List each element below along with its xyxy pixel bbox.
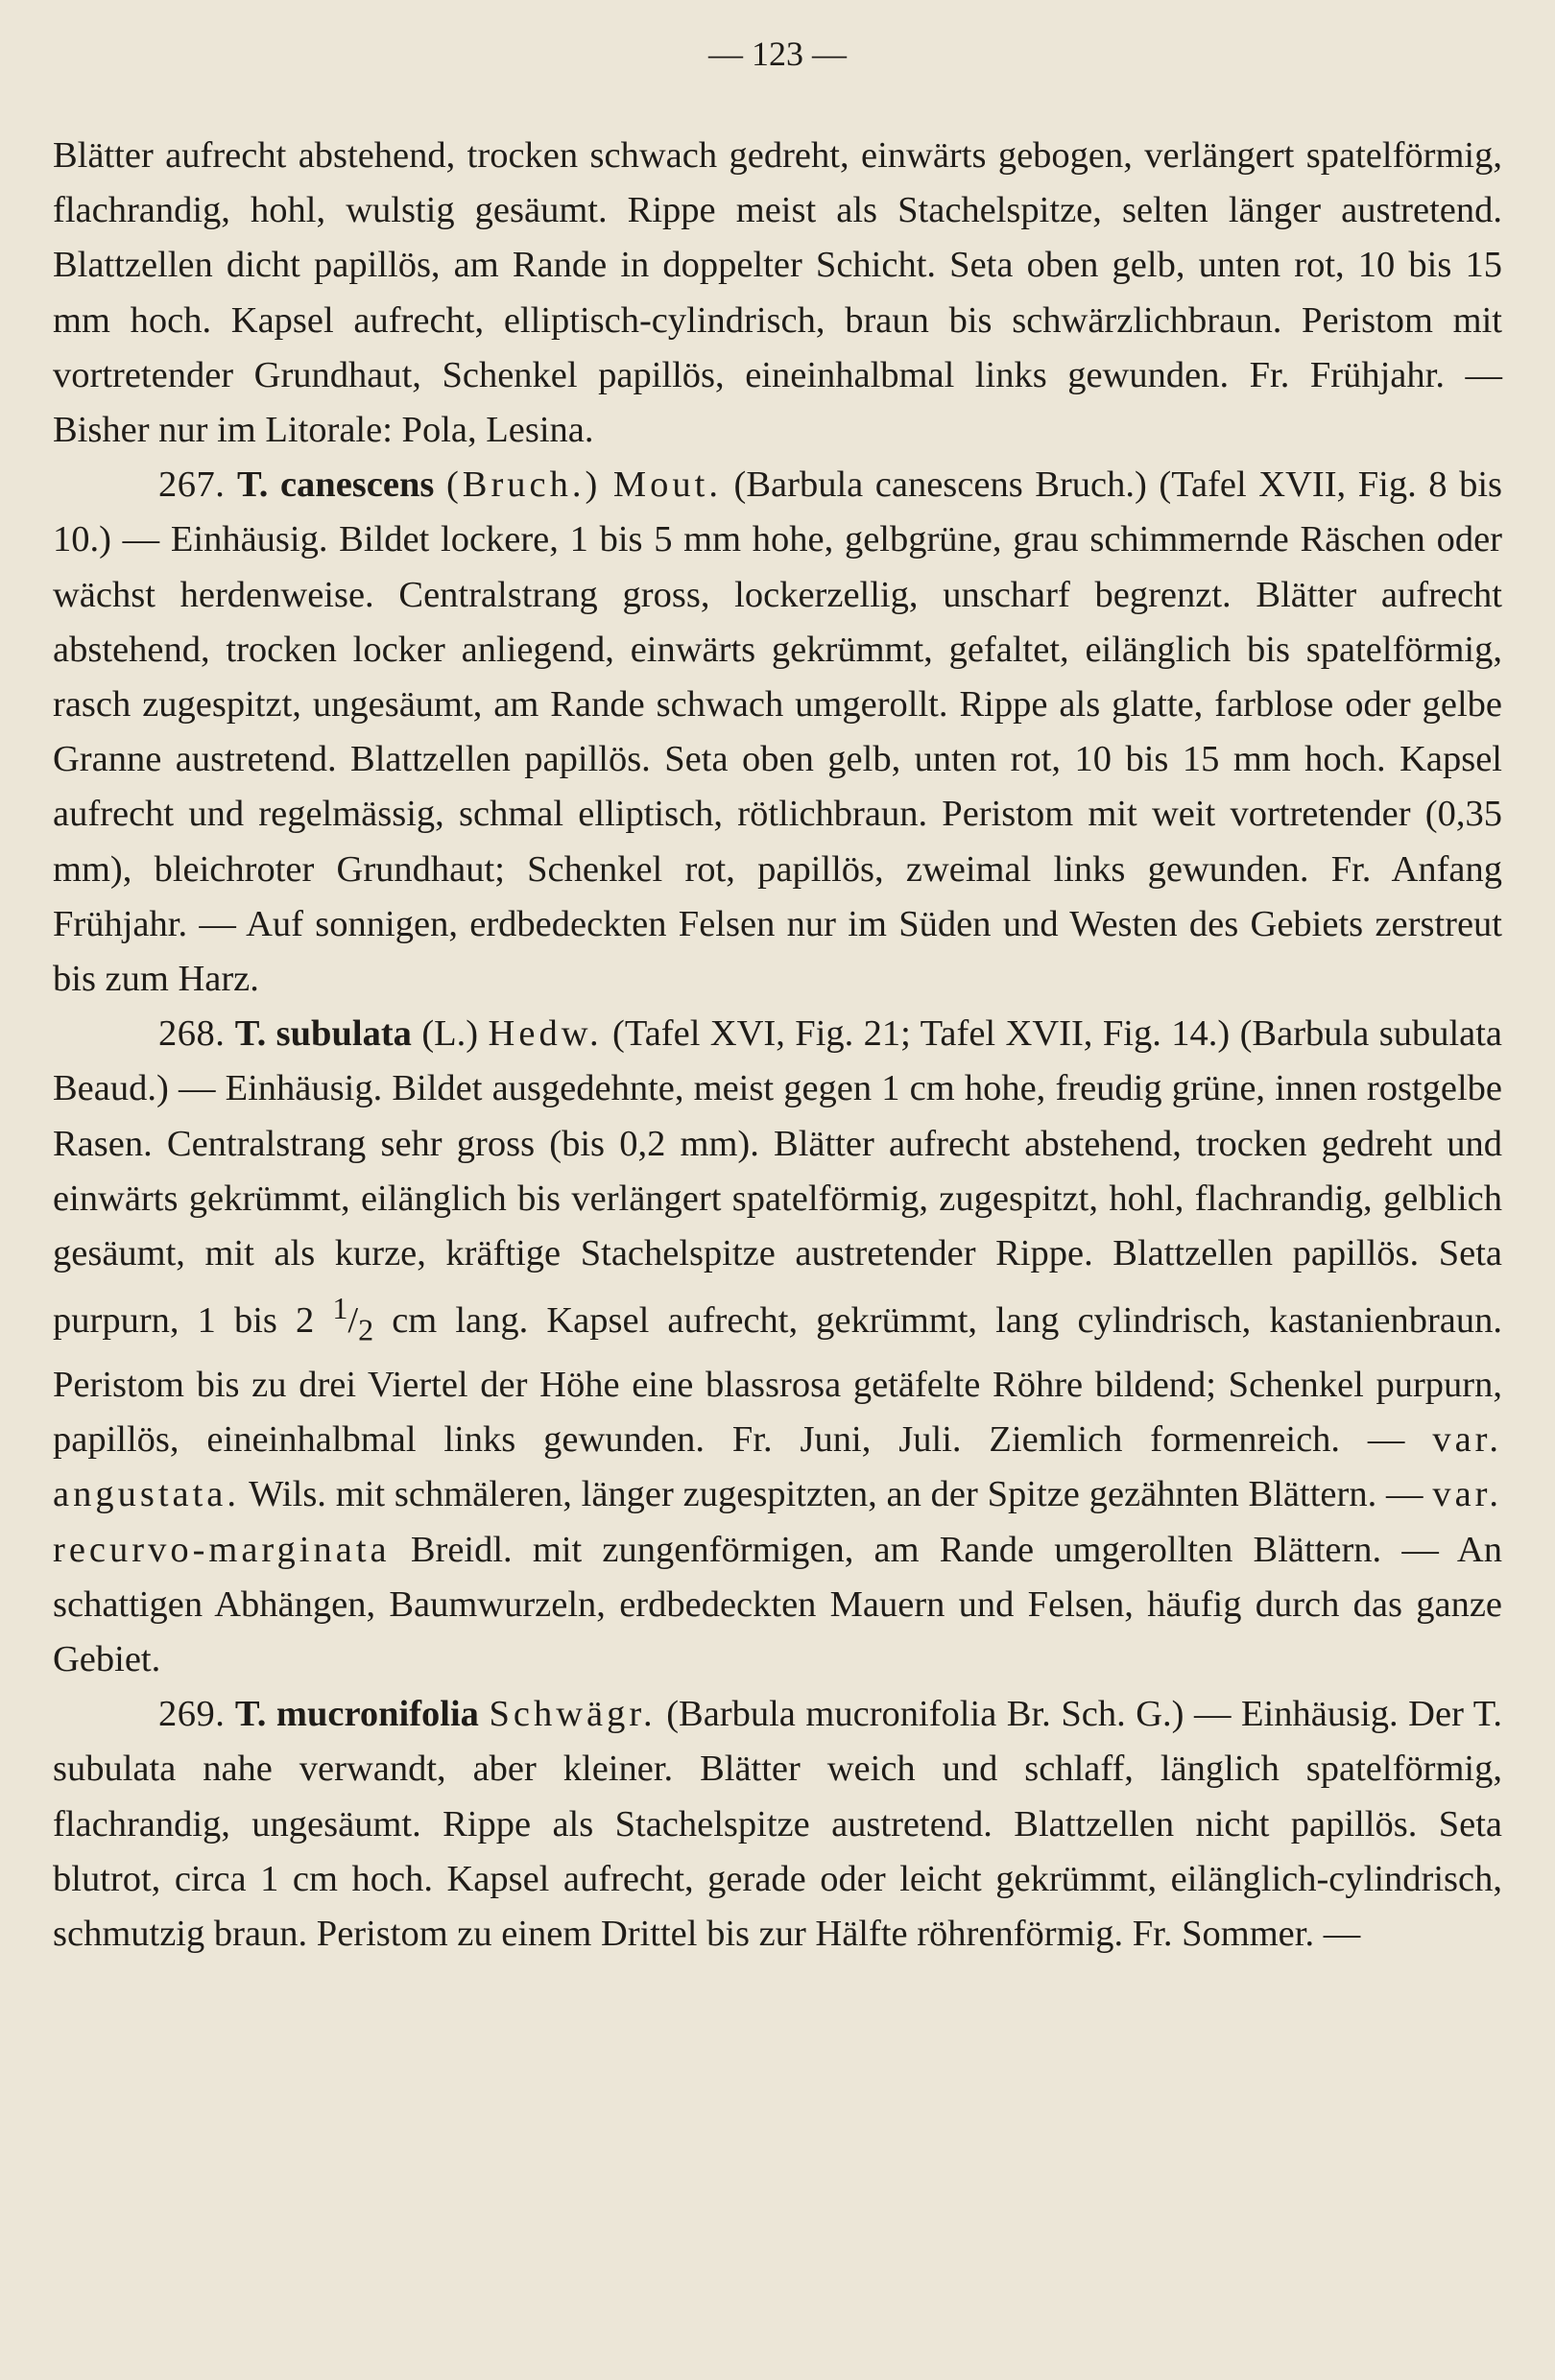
paragraph-continuation	[53, 129, 1502, 458]
species-name: T. mucronifolia	[234, 1694, 479, 1735]
species-entry-269	[53, 1687, 1502, 1962]
page-number: — 123 —	[708, 35, 847, 73]
variety-description: Breidl. mit zungenförmigen, am Rande umgerollten Blättern. — An schattigen Abhängen, Baumwurzeln, erdbedeckten Mauern und Felsen, häufig durch das ganze Gebiet.	[53, 1529, 1502, 1679]
variety-label: var. angustata.	[53, 1419, 1502, 1515]
species-description: (Barbula canescens Bruch.) (Tafel XVII, Fig. 8 bis 10.) — Einhäusig. Bildet lockere, 1 bis 5 mm hohe, gelbgrüne, grau schimmernde Räschen oder wächst herdenweise. Centralstrang gross, lockerzellig, unscharf begrenzt. Blätter aufrecht abstehend, trocken locker anliegend, einwärts gekrümmt, gefaltet, eilänglich bis spatelförmig, rasch zugespitzt, ungesäumt, am Rande schwach umgerollt. Rippe als glatte, farblose oder gelbe Granne austretend. Blattzellen papillös. Seta oben gelb, unten rot, 10 bis 15 mm hoch. Kapsel aufrecht und regelmässig, schmal elliptisch, rötlichbraun. Peristom mit weit vortretender (0,35 mm), bleichroter Grundhaut; Schenkel rot, papillös, zweimal links gewunden. Fr. Anfang Frühjahr. — Auf sonnigen, erdbedeckten Felsen nur im Süden und Westen des Gebiets zerstreut bis zum Harz.	[53, 464, 1503, 1000]
species-entry-267	[53, 458, 1502, 1007]
variety-label: var. recurvo-marginata	[53, 1474, 1502, 1570]
species-number: 267.	[158, 464, 226, 506]
species-entry-268: 268. T. subulata (L.) Hedw. (Tafel XVI, Fig. 21; Tafel XVII, Fig. 14.) (Barbula subulata Beaud.) — Einhäusig. Bildet ausgedehnte, meist gegen 1 cm hohe, freudig grüne, innen rostgelbe Rasen. Centralstrang sehr gross (bis 0,2 mm). Blätter aufrecht abstehend, trocken gedreht und einwärts gekrümmt, eilänglich bis verlängert spatelförmig, zugespitzt, hohl, flachrandig, gelblich gesäumt, mit als kurze, kräftige Stachelspitze austretender Rippe. Blattzellen papillös. Seta purpurn, 1 bis 2 $^1/_2$ cm lang. Kapsel aufrecht, gekrümmt, lang cylindrisch, kastanienbraun. Peristom bis zu drei Viertel der Höhe eine blassrosa getäfelte Röhre bildend; Schenkel purpurn, papillös, eineinhalbmal links gewunden. Fr. Juni, Juli. Ziemlich formenreich. — var. angustata. Wils. mit schmäleren, länger zugespitzten, an der Spitze gezähnten Blättern. — var. recurvo-marginata Breidl. mit zungenförmigen, am Rande umgerollten Blättern. — An schattigen Abhängen, Baumwurzeln, erdbedeckten Mauern und Felsen, häufig durch das ganze Gebiet.	[53, 1013, 1503, 1679]
paragraph-text: Blätter aufrecht abstehend, trocken schwach gedreht, einwärts gebogen, verlängert spatelförmig, flachrandig, hohl, wulstig gesäumt. Rippe meist als Stachelspitze, selten länger austretend. Blattzellen dicht papillös, am Rande in doppelter Schicht. Seta oben gelb, unten rot, 10 bis 15 mm hoch. Kapsel aufrecht, elliptisch-cylindrisch, braun bis schwärzlichbraun. Peristom mit vortretender Grundhaut, Schenkel papillös, eineinhalbmal links gewunden. Fr. Frühjahr. — Bisher nur im Litorale: Pola, Lesina.	[53, 135, 1502, 451]
species-author: Hedw.	[488, 1013, 603, 1055]
species-number: 268.	[158, 1013, 226, 1055]
species-author: Schwägr.	[489, 1694, 657, 1735]
species-name: T. subulata	[234, 1013, 412, 1055]
species-author-basionym: (L.)	[421, 1013, 479, 1055]
species-name: T. canescens	[236, 464, 435, 506]
species-description: (Barbula mucronifolia Br. Sch. G.) — Einhäusig. Der T. subulata nahe verwandt, aber kleiner. Blätter weich und schlaff, länglich spatelförmig, flachrandig, ungesäumt. Rippe als Stachelspitze austretend. Blattzellen nicht papillös. Seta blutrot, circa 1 cm hoch. Kapsel aufrecht, gerade oder leicht gekrümmt, eilänglich-cylindrisch, schmutzig braun. Peristom zu einem Drittel bis zur Hälfte röhrenförmig. Fr. Sommer. —	[53, 1694, 1503, 1955]
species-description-part-a: (Tafel XVI, Fig. 21; Tafel XVII, Fig. 14.) (Barbula subulata Beaud.) — Einhäusig. Bildet ausgedehnte, meist gegen 1 cm hohe, freudig grüne, innen rostgelbe Rasen. Centralstrang sehr gross (bis 0,2 mm). Blätter aufrecht abstehend, trocken gedreht und einwärts gekrümmt, eilänglich bis verlängert spatelförmig, zugespitzt, hohl, flachrandig, gelblich gesäumt, mit als kurze, kräftige Stachelspitze austretender Rippe. Blattzellen papillös. Seta purpurn, 1 bis 2	[53, 1013, 1503, 1342]
species-description-part-b: cm lang. Kapsel aufrecht, gekrümmt, lang cylindrisch, kastanienbraun. Peristom bis zu drei Viertel der Höhe eine blassrosa getäfelte Röhre bildend; Schenkel purpurn, papillös, eineinhalbmal links gewunden. Fr. Juni, Juli. Ziemlich formenreich. —	[53, 1300, 1502, 1461]
species-author-basionym: (Bruch.)	[445, 464, 602, 506]
body-text	[53, 129, 1502, 1962]
fraction-denominator: 2	[358, 1312, 374, 1347]
species-number: 269.	[158, 1694, 226, 1735]
species-author: Mout.	[612, 464, 722, 506]
fraction-numerator: 1	[332, 1291, 348, 1326]
variety-description: Wils. mit schmäleren, länger zugespitzten, an der Spitze gezähnten Blättern. —	[240, 1474, 1433, 1515]
